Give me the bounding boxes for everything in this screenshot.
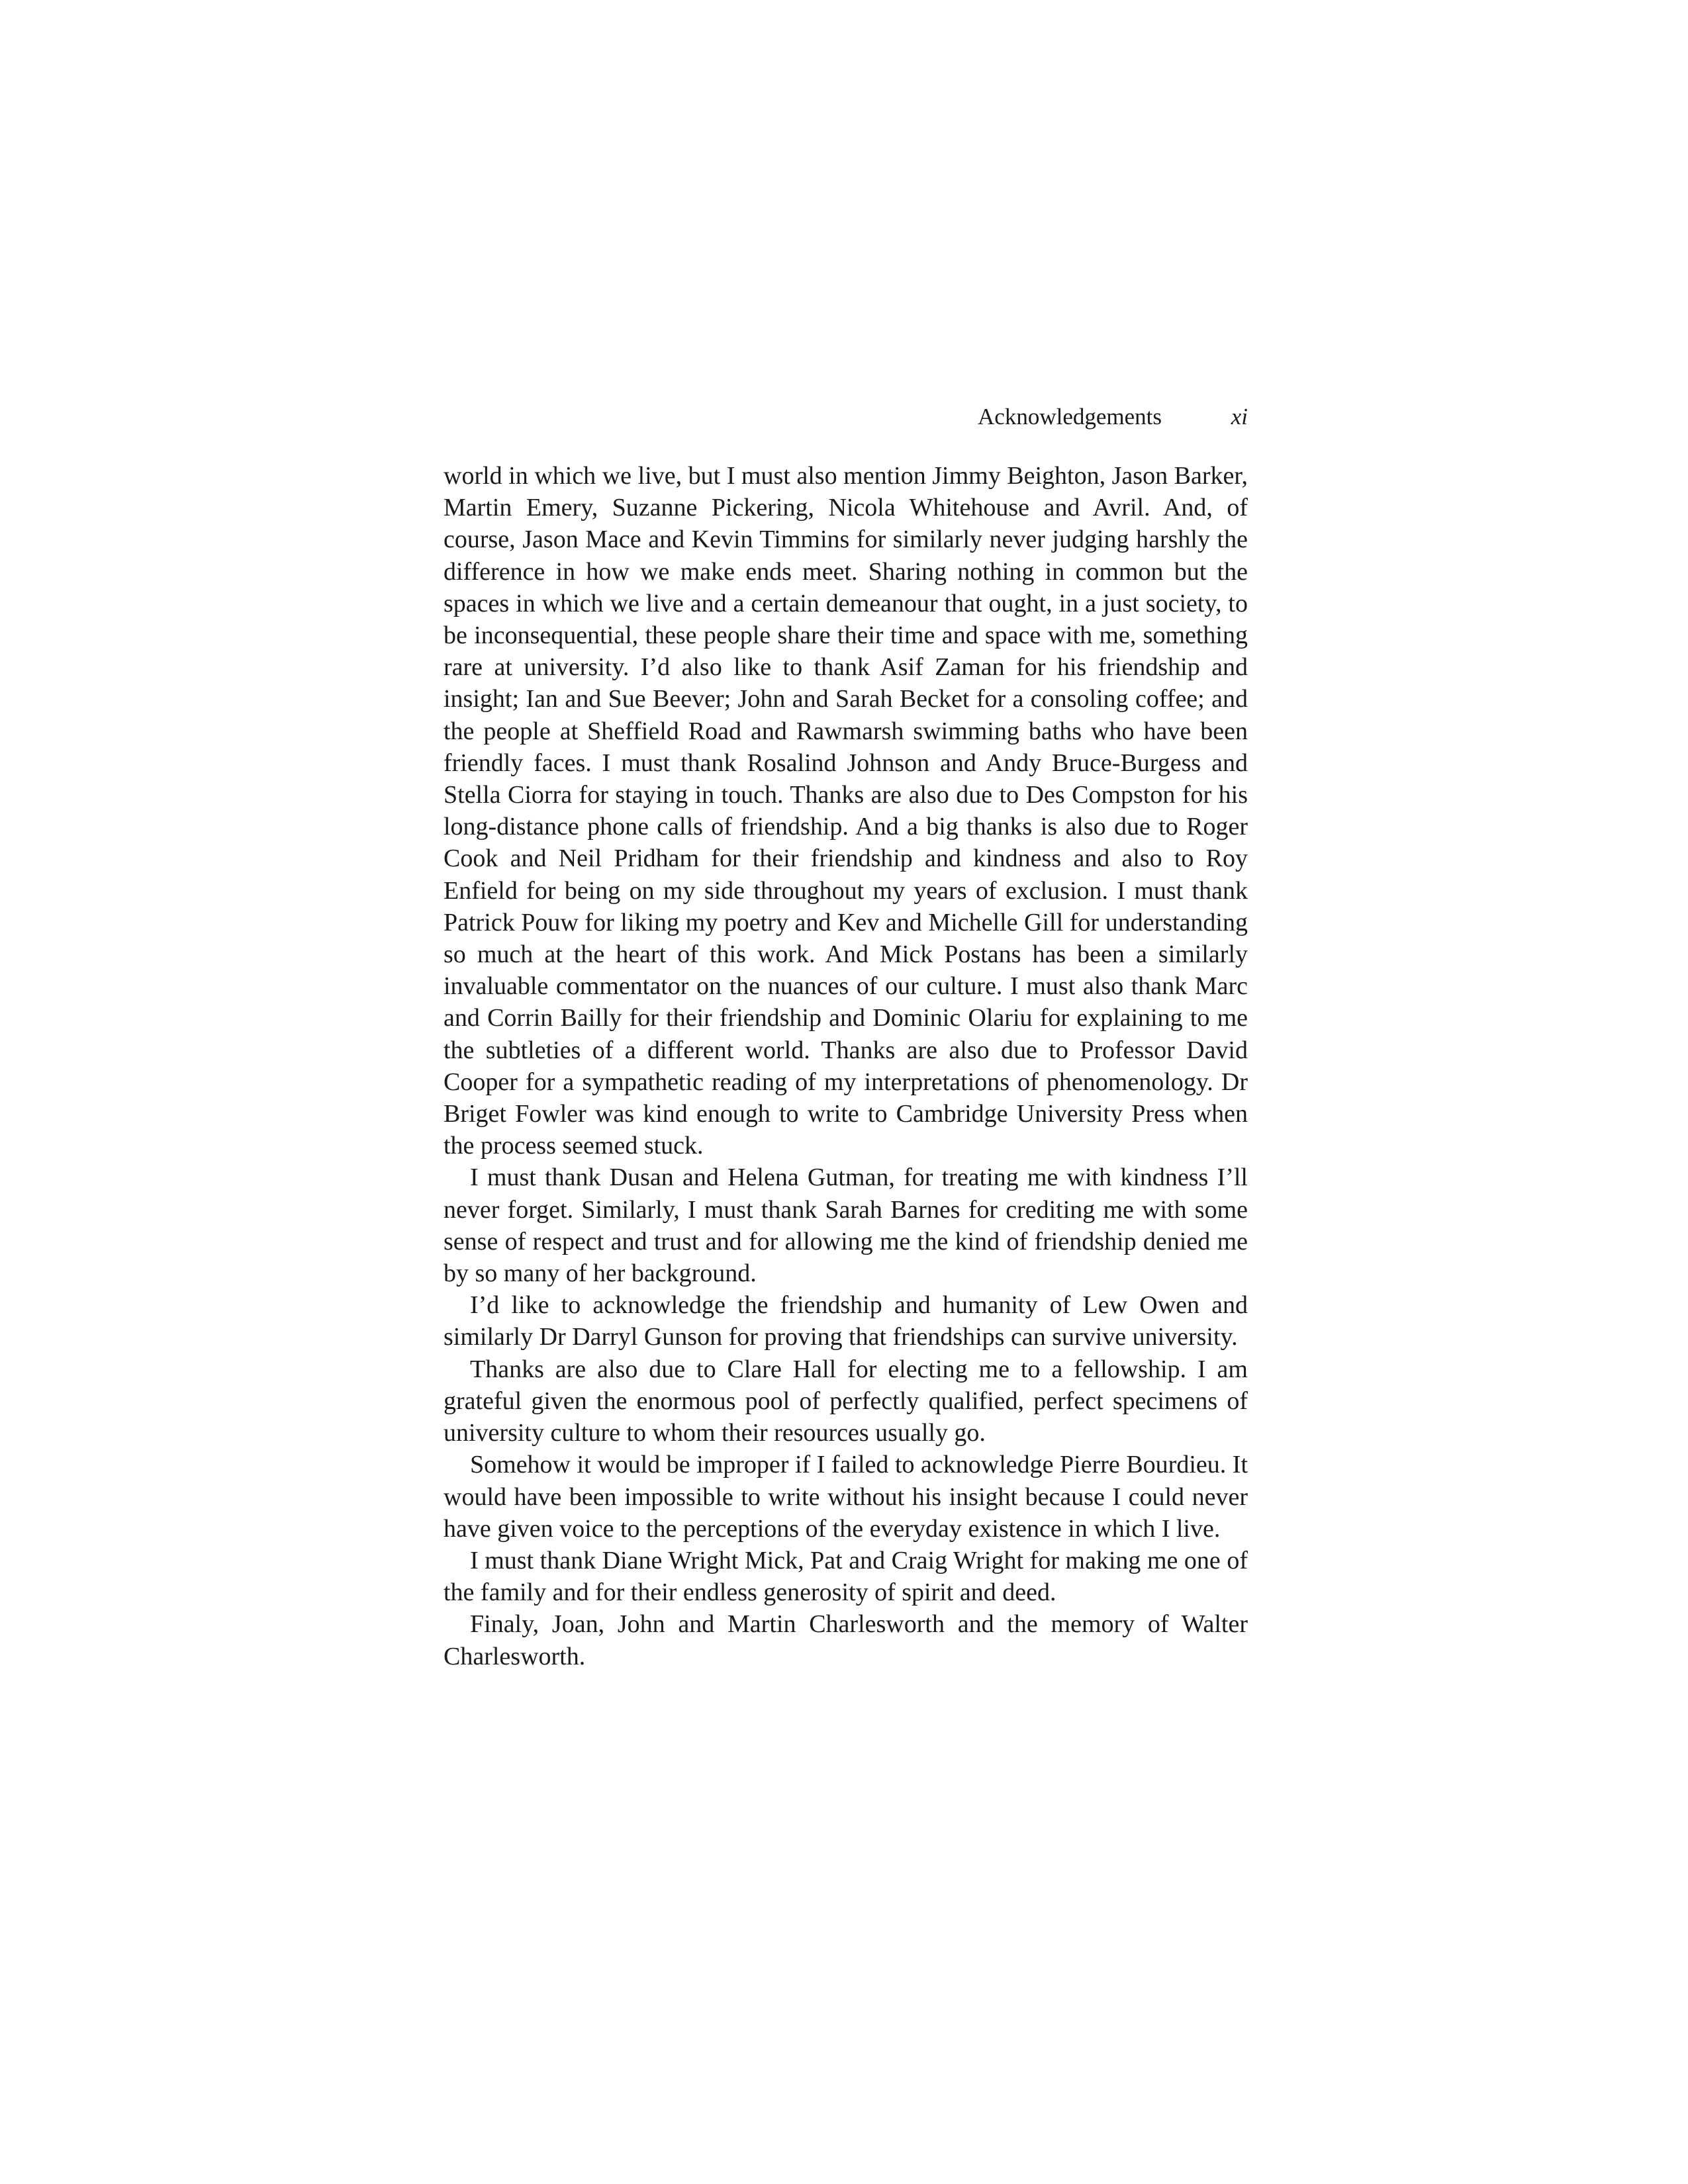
running-head [444, 397, 1248, 437]
running-title: Acknowledgements [978, 404, 1162, 430]
paragraph: Somehow it would be improper if I failed to acknowledge Pierre Bourdieu. It would have been impossible to write without his insight because I could never have given voice to the perceptions of the everyday existence in which I live. [444, 1451, 1248, 1543]
paragraph: Finaly, Joan, John and Martin Charlesworth and the memory of Walter Charlesworth. [444, 1610, 1248, 1670]
paragraph: I must thank Dusan and Helena Gutman, for treating me with kindness I’ll never forget. Similarly, I must thank Sarah Barnes for crediting me with some sense of respect and trust and for allowing me the kind of friendship denied me by so many of her background. [444, 1163, 1248, 1288]
paragraph-continued: world in which we live, but I must also mention Jimmy Beighton, Jason Barker, Martin Emery, Suzanne Pickering, Nicola Whitehouse and Avril. And, of course, Jason Mace and Kevin Timmins for similarly never judging harshly the difference in how we make ends meet. Sharing nothing in common but the spaces in which we live and a certain demeanour that ought, in a just society, to be inconsequential, these people share their time and space with me, something rare at university. I’d also like to thank Asif Zaman for his friendship and insight; Ian and Sue Beever; John and Sarah Becket for a consoling coffee; and the people at Sheffield Road and Rawmarsh swimming baths who have been friendly faces. I must thank Rosalind Johnson and Andy Bruce-Burgess and Stella Ciorra for staying in touch. Thanks are also due to Des Compston for his long-distance phone calls of friendship. And a big thanks is also due to Roger Cook and Neil Pridham for their friendship and kindness and also to Roy Enfield for being on my side throughout my years of exclusion. I must thank Patrick Pouw for liking my poetry and Kev and Michelle Gill for understanding so much at the heart of this work. And Mick Postans has been a similarly invaluable commentator on the nuances of our culture. I must also thank Marc and Corrin Bailly for their friendship and Dominic Olariu for explaining to me the subtleties of a different world. Thanks are also due to Professor David Cooper for a sympathetic reading of my interpretations of phenomenology. Dr Briget Fowler was kind enough to write to Cambridge University Press when the process seemed stuck. [444, 462, 1248, 1160]
paragraph: Thanks are also due to Clare Hall for electing me to a fellowship. I am grateful given the enormous pool of perfectly qualified, perfect specimens of university culture to whom their resources usually go. [444, 1355, 1248, 1447]
paragraph: I’d like to acknowledge the friendship and humanity of Lew Owen and similarly Dr Darryl Gunson for proving that friendships can survive university. [444, 1291, 1248, 1351]
paragraph: I must thank Diane Wright Mick, Pat and Craig Wright for making me one of the family and for their endless generosity of spirit and deed. [444, 1546, 1248, 1607]
body-text [444, 460, 1248, 1672]
page-number: xi [1231, 404, 1248, 430]
